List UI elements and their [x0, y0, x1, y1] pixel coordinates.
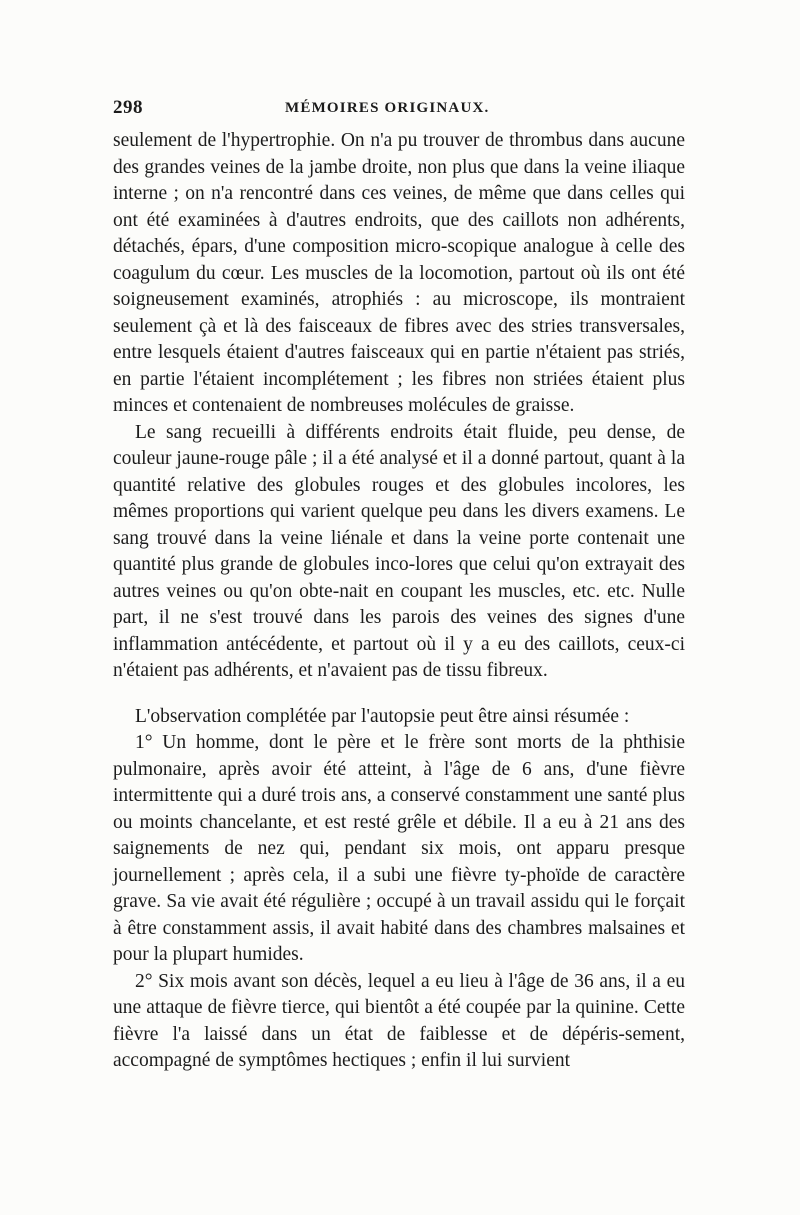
paragraph-summary-point-2: 2° Six mois avant son décès, lequel a eu lieu à l'âge de 36 ans, il a eu une attaque de fièvre tierce, qui bientôt a été coupée par la quinine. Cette fièvre l'a laissé dans un état de faiblesse et de dépéris-sement, accompagné de symptômes hectiques ; enfin il lui survient: [113, 970, 685, 1071]
paragraph-blood-analysis: Le sang recueilli à différents endroits était fluide, peu dense, de couleur jaune-rouge pâle ; il a été analysé et il a donné partout, quant à la quantité relative des globules rouges et des globules incolores, les mêmes proportions qui varient quelque peu dans les divers examens. Le sang trouvé dans la veine liénale et dans la veine porte contenait une quantité plus grande de globules inco-lores que celui qu'on extrayait des autres veines ou qu'on obte-nait en coupant les muscles, etc. etc. Nulle part, il ne s'est trouvé dans les parois des veines des signes d'une inflammation antécédente, et partout où il y a eu des caillots, ceux-ci n'étaient pas adhérents, et n'avaient pas de tissu fibreux.: [113, 421, 685, 681]
page-number: 298: [113, 97, 143, 118]
paragraph-spacer: [113, 685, 685, 704]
paragraph-summary-point-1: 1° Un homme, dont le père et le frère sont morts de la phthisie pulmonaire, après avoir été atteint, à l'âge de 6 ans, d'une fièvre intermittente qui a duré trois ans, a conservé constamment une santé plus ou moints chancelante, et est resté grêle et débile. Il a eu à 21 ans des saignements de nez qui, pendant six mois, ont apparu presque journellement ; après cela, il a subi une fièvre ty-phoïde de caractère grave. Sa vie avait été régulière ; occupé à un travail assidu qui le forçait à être constamment assis, il avait habité dans des chambres malsaines et pour la plupart humides.: [113, 732, 685, 965]
paragraph-summary-intro: L'observation complétée par l'autopsie peut être ainsi résumée :: [135, 705, 630, 727]
running-head: [113, 97, 685, 123]
running-title: MÉMOIRES ORIGINAUX.: [285, 100, 490, 116]
paragraph-autopsy-findings: seulement de l'hypertrophie. On n'a pu trouver de thrombus dans aucune des grandes veines de la jambe droite, non plus que dans la veine iliaque interne ; on n'a rencontré dans ces veines, de même que dans celles qui ont été examinées à d'autres endroits, que des caillots non adhérents, détachés, épars, d'une composition micro-scopique analogue à celle des coagulum du cœur. Les muscles de la locomotion, partout où ils ont été soigneusement examinés, atrophiés : au microscope, ils montraient seulement çà et là des faisceaux de fibres avec des stries transversales, entre lesquels étaient d'autres faisceaux qui en partie n'étaient pas striés, en partie l'étaient incomplétement ; les fibres non striées étaient plus minces et contenaient de nombreuses molécules de graisse.: [113, 130, 685, 416]
body-text: [113, 128, 685, 1075]
